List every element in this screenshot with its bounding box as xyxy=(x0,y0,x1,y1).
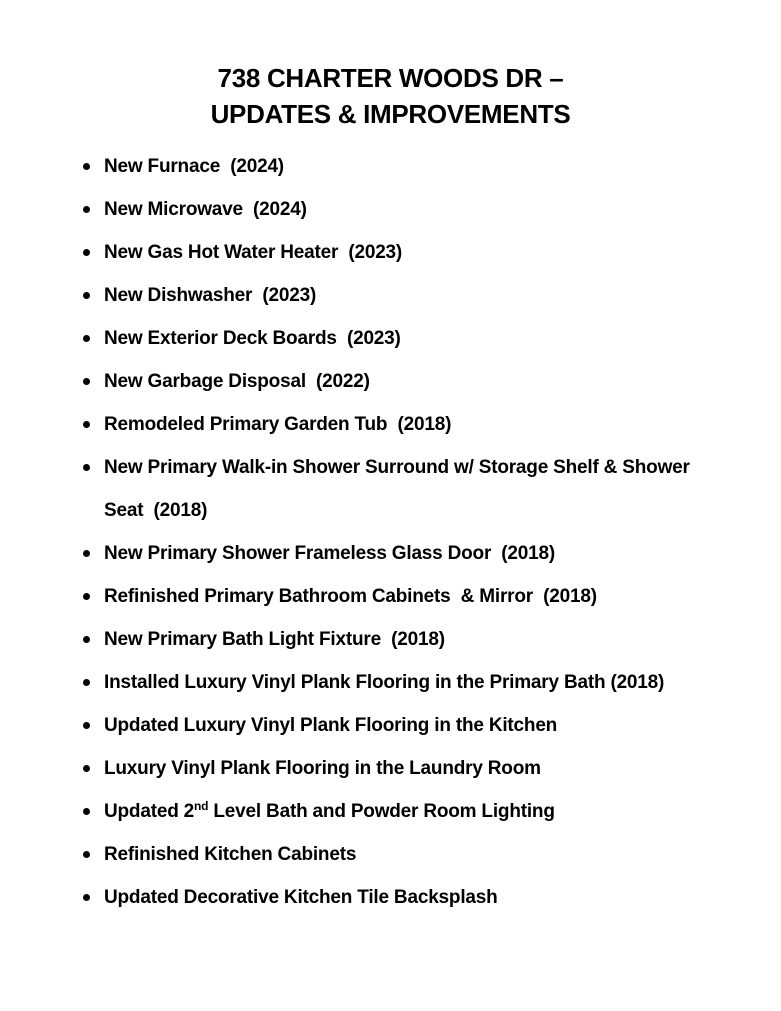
list-item xyxy=(0,532,781,575)
bullet-icon xyxy=(83,206,90,213)
item-text: Updated Luxury Vinyl Plank Flooring in the Kitchen xyxy=(104,715,558,736)
bullet-icon xyxy=(83,765,90,772)
bullet-icon xyxy=(83,593,90,600)
item-text: New Microwave (2024) xyxy=(104,199,307,220)
list-item xyxy=(0,360,781,403)
item-text: New Exterior Deck Boards (2023) xyxy=(104,328,401,349)
title-line-1: 738 CHARTER WOODS DR – xyxy=(217,63,564,93)
list-item xyxy=(0,876,781,919)
page-title xyxy=(0,60,781,132)
bullet-icon xyxy=(83,722,90,729)
list-item xyxy=(0,145,781,188)
bullet-icon xyxy=(83,464,90,471)
list-item xyxy=(0,403,781,446)
item-text: New Furnace (2024) xyxy=(104,156,284,177)
bullet-icon xyxy=(83,679,90,686)
item-text: New Primary Shower Frameless Glass Door (2018) xyxy=(104,543,556,564)
ordinal-suffix: nd xyxy=(194,799,209,813)
list-item xyxy=(0,747,781,790)
bullet-icon xyxy=(83,292,90,299)
item-text: New Gas Hot Water Heater (2023) xyxy=(104,242,403,263)
list-item xyxy=(0,790,781,833)
list-item xyxy=(0,661,781,704)
list-item xyxy=(0,575,781,618)
list-item xyxy=(0,274,781,317)
bullet-icon xyxy=(83,550,90,557)
item-text-suffix: Level Bath and Powder Room Lighting xyxy=(208,801,555,822)
item-text: Refinished Primary Bathroom Cabinets & Mirror (2018) xyxy=(104,586,597,607)
bullet-icon xyxy=(83,378,90,385)
improvements-list xyxy=(0,145,781,919)
item-text: Remodeled Primary Garden Tub (2018) xyxy=(104,414,452,435)
bullet-icon xyxy=(83,421,90,428)
bullet-icon xyxy=(83,249,90,256)
item-text: New Garbage Disposal (2022) xyxy=(104,371,370,392)
bullet-icon xyxy=(83,851,90,858)
item-text-prefix: Updated 2 xyxy=(104,801,195,822)
bullet-icon xyxy=(83,894,90,901)
item-text: Luxury Vinyl Plank Flooring in the Laundry Room xyxy=(104,758,541,779)
list-item xyxy=(0,833,781,876)
title-line-2: UPDATES & IMPROVEMENTS xyxy=(210,99,571,129)
list-item xyxy=(0,231,781,274)
item-text: Updated Decorative Kitchen Tile Backsplash xyxy=(104,887,498,908)
list-item xyxy=(0,704,781,747)
list-item xyxy=(0,446,781,532)
bullet-icon xyxy=(83,636,90,643)
item-text: New Primary Bath Light Fixture (2018) xyxy=(104,629,445,650)
item-text: Refinished Kitchen Cabinets xyxy=(104,844,357,865)
item-text: Installed Luxury Vinyl Plank Flooring in the Primary Bath (2018) xyxy=(104,672,665,693)
bullet-icon xyxy=(83,335,90,342)
item-text: New Dishwasher (2023) xyxy=(104,285,317,306)
list-item xyxy=(0,618,781,661)
bullet-icon xyxy=(83,808,90,815)
item-text: New Primary Walk-in Shower Surround w/ Storage Shelf & Shower Seat (2018) xyxy=(104,457,695,521)
list-item xyxy=(0,188,781,231)
bullet-icon xyxy=(83,163,90,170)
list-item xyxy=(0,317,781,360)
